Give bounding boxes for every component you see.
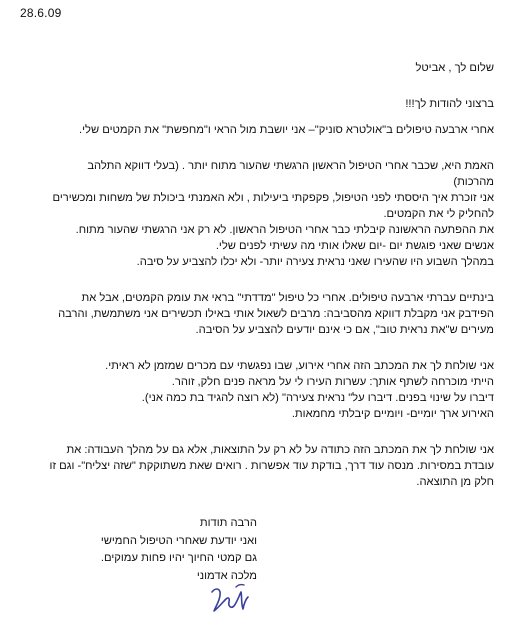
paragraph-2-line-6: אנשים שאני פוגשת יום -יום שאלו אותי מה עשיתי לפנים שלי.: [215, 240, 494, 252]
signoff-block: [101, 515, 257, 585]
paragraph-4-line-1: אני שולחת לך את המכתב הזה אחרי אירוע, שבו נפגשתי עם מכרים שמזמן לא ראיתי.: [105, 360, 494, 372]
paragraph-5-line-3: חלק מן התוצאה.: [416, 476, 494, 488]
signoff-line-3: גם קמטי החיוך יהיו פחות עמוקים.: [100, 552, 257, 564]
thanks-line: ברצוני להודות לך!!!: [405, 98, 494, 110]
paragraph-3-line-2: הפידבק אני מקבלת דווקא מהסביבה: מרבים לשאול אותי באילו תכשירים אני משתמשת, והרבה: [58, 308, 494, 320]
letter-body: [14, 60, 494, 490]
paragraph-4-line-2: הייתי מוכרחה לשתף אותך: עשרות העירו לי על מראה פנים חלק, זוהר.: [171, 376, 494, 388]
paragraph-3-line-3: מעירים ש"את נראית טוב", אם כי אינם יודעים להצביע על הסיבה.: [195, 324, 494, 336]
signoff-thanks: הרבה תודות: [199, 517, 257, 529]
paragraph-3-line-1: בינתיים עברתי ארבעה טיפולים. אחרי כל טיפול "מדדתי" בראי את עומק הקמטים, אבל את: [81, 292, 494, 304]
handwritten-signature: [206, 578, 252, 618]
paragraph-2-line-3: אני זוכרת איך היססתי לפני הטיפול, פקפקתי ביעילות , ולא האמנתי ביכולת של משחות ומכשירים: [52, 192, 494, 204]
letter-date: 28.6.09: [20, 6, 62, 20]
signoff-line-2: ואני יודעת שאחרי הטיפול החמישי: [100, 534, 257, 547]
paragraph-4-line-3: דיברו על שינוי בפנים. דיברו על" נראית צעירה" (לא רוצה להגיד בת כמה אני).: [141, 392, 494, 404]
paragraph-2-line-7: במהלך השבוע היו שהעירו שאני נראית צעירה יותר- ולא יכלו להצביע על סיבה.: [136, 256, 494, 268]
paragraph-5-line-1: אני שולחת לך את המכתב הזה כתודה על לא רק על התוצאות, אלא גם על מהלך העבודה: את: [66, 444, 494, 456]
paragraph-2-line-1: האמת היא, שכבר אחרי הטיפול הראשון הרגשתי שהעור מתוח יותר . (בעלי דווקא התלהב: [87, 160, 494, 172]
signer-name: מלכה אדמוני: [196, 569, 257, 582]
paragraph-2-line-5: את ההפתעה הראשונה קיבלתי כבר אחרי הטיפול הראשון. לא רק אני הרגשתי שהעור מתוח.: [75, 224, 494, 236]
paragraph-5-line-2: עובדת במסירות. מנסה עוד דרך, בודקת עוד אפשרות . רואים שאת משתוקקת "שזה יצליח"- וגם זו: [49, 460, 494, 472]
paragraph-4-line-4: האירוע ארך יומיים- ויומיים קיבלתי מחמאות.: [291, 408, 494, 420]
greeting: שלום לך , אביטל: [415, 62, 494, 74]
paragraph-2-line-2: מהרכות): [453, 176, 494, 188]
paragraph-1-line-1: אחרי ארבעה טיפולים ב"אולטרא סוניק"– אני יושבת מול הראי ו"מחפשת" את הקמטים שלי.: [79, 124, 494, 136]
paragraph-2-line-4: להחליק לי את הקמטים.: [383, 208, 494, 220]
